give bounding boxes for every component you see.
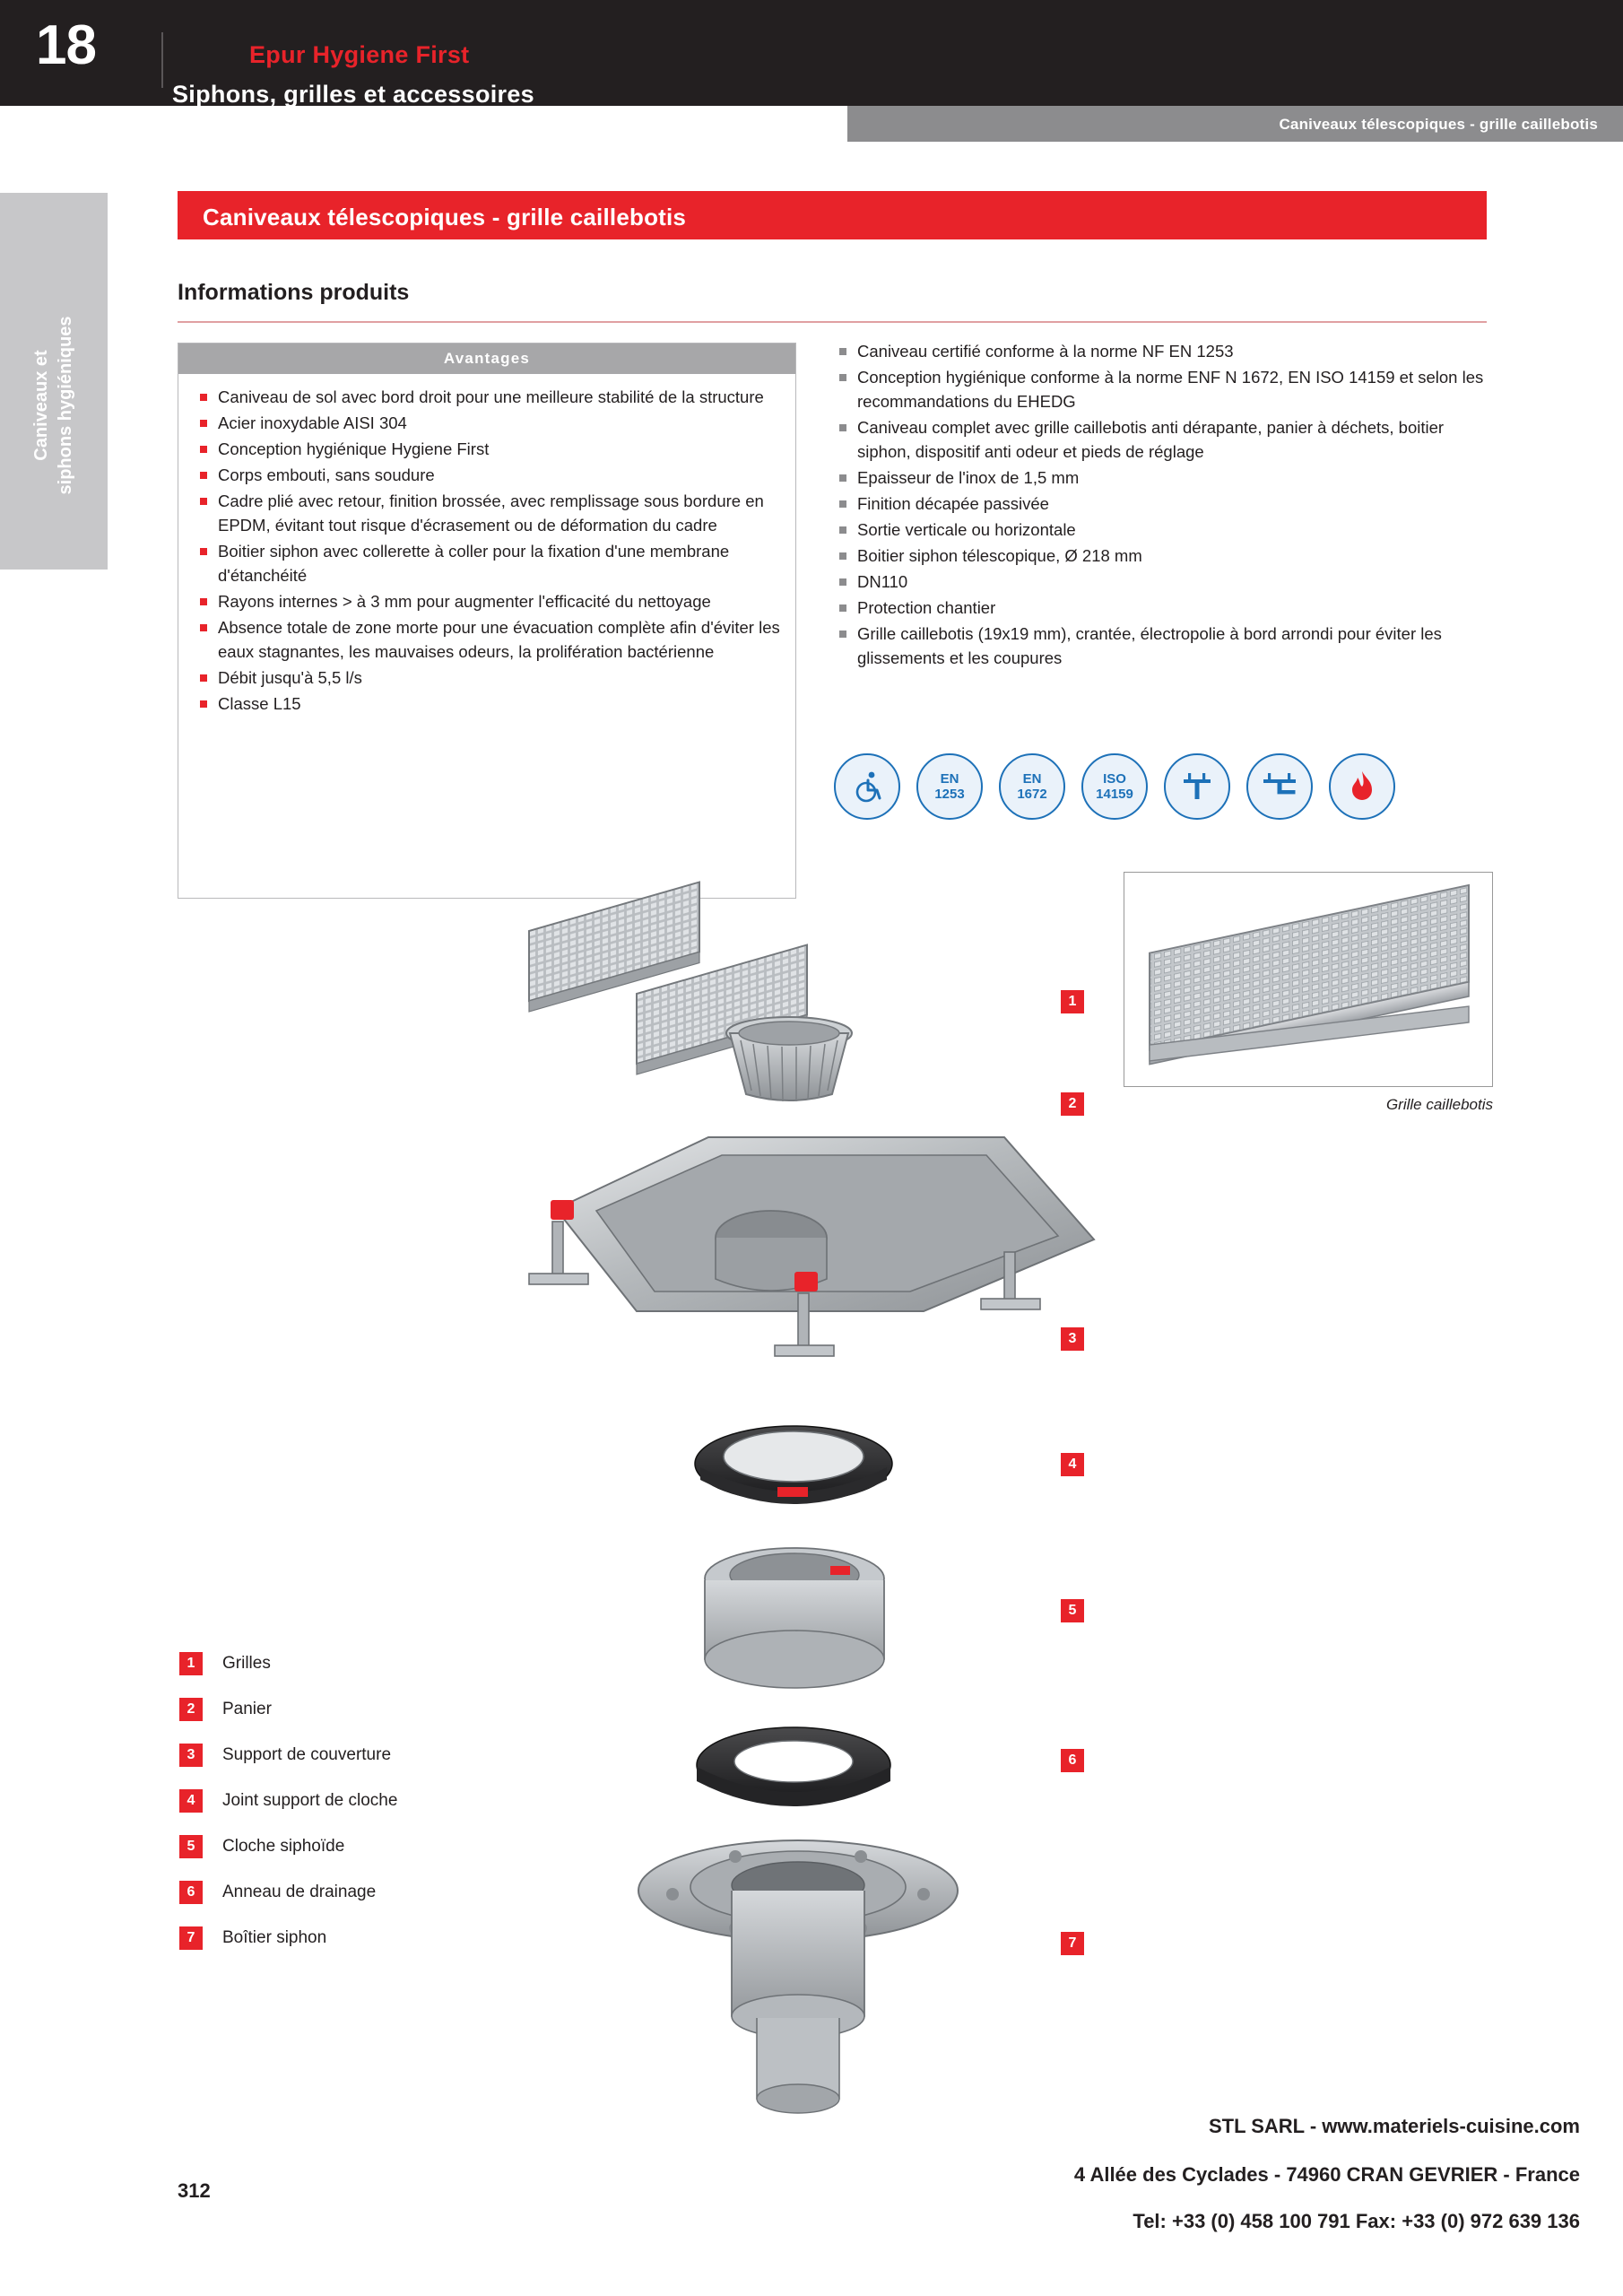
page-title-bar [178,191,1487,239]
legend-marker: 3 [179,1744,203,1767]
advantage-item: Classe L15 [195,691,782,716]
callout-marker-5: 5 [1061,1599,1084,1622]
fire-icon [1329,753,1395,820]
header-divider [161,32,163,88]
advantages-box [178,343,796,899]
advantages-header [178,344,795,374]
callout-marker-6: 6 [1061,1749,1084,1772]
legend-row [179,1740,556,1786]
legend-label: Boîtier siphon [222,1928,327,1947]
legend-list [179,1648,556,1969]
specification-item: Finition décapée passivée [834,491,1493,516]
footer-address: 4 Allée des Cyclades - 74960 CRAN GEVRIER - France [1073,2163,1580,2186]
advantage-item: Conception hygiénique Hygiene First [195,437,782,461]
legend-label: Grilles [222,1654,271,1673]
legend-label: Anneau de drainage [222,1883,377,1901]
en-1672-icon: EN 1672 [999,753,1065,820]
legend-marker: 2 [179,1698,203,1721]
side-chapter-tab-label: Caniveaux et siphons hygiéniques [31,316,75,495]
legend-label: Panier [222,1700,272,1718]
legend-row [179,1877,556,1923]
specification-item: Epaisseur de l'inox de 1,5 mm [834,465,1493,490]
side-chapter-tab [0,193,108,570]
horizontal-outlet-icon [1246,753,1313,820]
specification-item: Grille caillebotis (19x19 mm), crantée, électropolie à bord arrondi pour éviter les glissements et les coupures [834,622,1493,670]
callout-marker-3: 3 [1061,1327,1084,1351]
legend-marker: 7 [179,1926,203,1950]
exploded-assembly-diagram [502,879,1130,2161]
legend-label: Joint support de cloche [222,1791,398,1810]
advantage-item: Débit jusqu'à 5,5 l/s [195,665,782,690]
specification-item: Boitier siphon télescopique, Ø 218 mm [834,544,1493,568]
photo-caption: Grille caillebotis [1385,1096,1493,1113]
advantage-item: Absence totale de zone morte pour une évacuation complète afin d'éviter les eaux stagnantes, les mauvaises odeurs, la prolifération bactérienne [195,615,782,664]
specification-item: Conception hygiénique conforme à la norme ENF N 1672, EN ISO 14159 et selon les recommandations du EHEDG [834,365,1493,413]
header-section-tab [847,106,1623,142]
legend-row [179,1694,556,1740]
legend-row [179,1831,556,1877]
advantages-header-label: Avantages [443,350,531,367]
section-divider [178,321,1487,323]
specification-item: Caniveau complet avec grille caillebotis anti dérapante, panier à déchets, boitier siphon, dispositif anti odeur et pieds de réglage [834,415,1493,464]
callout-marker-4: 4 [1061,1453,1084,1476]
legend-marker: 1 [179,1652,203,1675]
advantage-item: Cadre plié avec retour, finition brossée, avec remplissage sous bordure en EPDM, évitant tout risque d'écrasement ou de déformation du cadre [195,489,782,537]
page-title: Caniveaux télescopiques - grille caillebotis [203,204,687,230]
wheelchair-icon [834,753,900,820]
chapter-number: 18 [36,14,96,76]
vertical-outlet-icon [1164,753,1230,820]
footer-contact: Tel: +33 (0) 458 100 791 Fax: +33 (0) 972 639 136 [1133,2210,1580,2232]
advantage-item: Boitier siphon avec collerette à coller pour la fixation d'une membrane d'étanchéité [195,539,782,587]
specifications-list [834,339,1493,672]
advantage-item: Corps embouti, sans soudure [195,463,782,487]
specification-item: Caniveau certifié conforme à la norme NF EN 1253 [834,339,1493,363]
callout-marker-2: 2 [1061,1092,1084,1116]
callout-marker-1: 1 [1061,990,1084,1013]
header-subtitle: Siphons, grilles et accessoires [172,81,534,108]
advantage-item: Rayons internes > à 3 mm pour augmenter l'efficacité du nettoyage [195,589,782,613]
pictogram-row [834,753,1462,825]
page-number: 312 [178,2179,211,2202]
header-section-tab-label: Caniveaux télescopiques - grille caillebotis [1279,116,1598,133]
section-heading: Informations produits [178,280,410,305]
legend-row [179,1923,556,1969]
legend-label: Support de couverture [222,1745,392,1764]
specification-item: Sortie verticale ou horizontale [834,517,1493,542]
callout-marker-7: 7 [1061,1932,1084,1955]
legend-marker: 4 [179,1789,203,1813]
advantages-list [195,385,782,718]
legend-label: Cloche siphoïde [222,1837,345,1856]
advantage-item: Acier inoxydable AISI 304 [195,411,782,435]
advantage-item: Caniveau de sol avec bord droit pour une meilleure stabilité de la structure [195,385,782,409]
brand-title: Epur Hygiene First [249,41,470,68]
iso-14159-icon: ISO 14159 [1081,753,1148,820]
legend-row [179,1648,556,1694]
specification-item: Protection chantier [834,596,1493,620]
product-photo-grating [1124,872,1493,1087]
legend-row [179,1786,556,1831]
specification-item: DN110 [834,570,1493,594]
footer-company: STL SARL - www.materiels-cuisine.com [1208,2115,1580,2137]
legend-marker: 5 [179,1835,203,1858]
legend-marker: 6 [179,1881,203,1904]
en-1253-icon: EN 1253 [916,753,983,820]
